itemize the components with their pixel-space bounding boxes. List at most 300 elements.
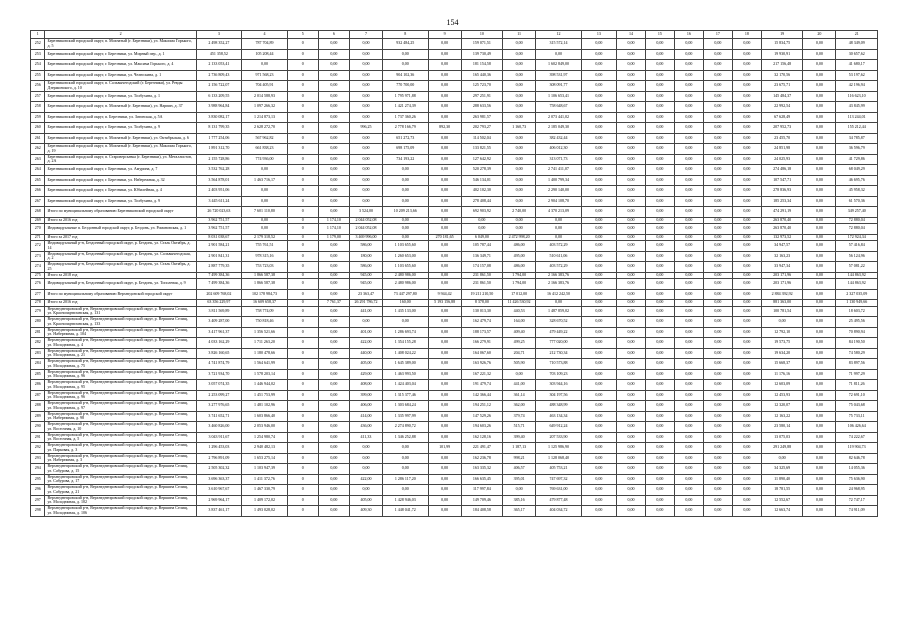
table-row [31, 485, 878, 496]
value-cell: 1 128 068,40 [536, 453, 582, 464]
value-cell: 0,00 [703, 112, 732, 123]
value-cell: 0,00 [703, 39, 732, 50]
value-cell: 0,00 [645, 369, 674, 380]
value-cell: 19 930,91 [761, 49, 802, 60]
value-cell: 0,00 [674, 348, 703, 359]
value-cell: 125 723,70 [461, 81, 502, 92]
value-cell: 0,00 [581, 112, 616, 123]
value-cell: 3 277 976,65 [196, 401, 242, 412]
value-cell: 1 356 521,66 [242, 327, 288, 338]
value-cell: 0,00 [732, 251, 761, 262]
value-cell: 0,00 [703, 272, 732, 279]
value-cell: 0,00 [503, 224, 536, 235]
value-cell: 72 880,04 [836, 217, 878, 224]
value-cell: 409,40 [503, 327, 536, 338]
value-cell: 0,00 [616, 289, 645, 300]
value-cell: 33 947,34 [761, 262, 802, 273]
value-cell: 16 609 658,37 [242, 300, 288, 307]
value-cell: 74 580,29 [836, 348, 878, 359]
value-cell: 0,00 [428, 262, 461, 273]
value-cell: 0,00 [674, 217, 703, 224]
value-cell: 0,00 [581, 39, 616, 50]
value-cell: 0,00 [645, 133, 674, 144]
value-cell: 451 358,52 [196, 49, 242, 60]
row-number-cell: 291 [31, 432, 45, 443]
value-cell: 422,00 [349, 474, 382, 485]
value-cell: 0,00 [318, 81, 349, 92]
value-cell: 0,00 [616, 224, 645, 235]
value-cell: 0,00 [581, 443, 616, 454]
value-cell: 0,00 [645, 217, 674, 224]
value-cell: 0,00 [645, 306, 674, 317]
row-number-cell: 284 [31, 359, 45, 370]
value-cell: 0,00 [616, 317, 645, 328]
value-cell: 0,00 [803, 175, 836, 186]
value-cell: 0,00 [349, 144, 382, 155]
row-number-cell: 280 [31, 317, 45, 328]
value-cell: 0,00 [703, 474, 732, 485]
value-cell: 1 564 641,99 [242, 359, 288, 370]
value-cell: 0 [287, 217, 318, 224]
value-cell: 12 552,67 [761, 495, 802, 506]
value-cell: 0 [287, 154, 318, 165]
value-cell: 945,00 [349, 279, 382, 290]
value-cell: 488 348,99 [536, 401, 582, 412]
value-cell: 1 777 254,06 [196, 133, 242, 144]
value-cell: 1 180 478,66 [242, 348, 288, 359]
row-number-cell: 275 [31, 272, 45, 279]
value-cell: 0,00 [349, 165, 382, 176]
value-cell: 0,00 [581, 196, 616, 207]
value-cell: 0,00 [703, 49, 732, 60]
value-cell: 308 091,77 [536, 81, 582, 92]
value-cell: 0,00 [318, 272, 349, 279]
value-cell: 7 499 384,36 [196, 279, 242, 290]
value-cell: 0,00 [318, 348, 349, 359]
value-cell: 45 958,32 [836, 186, 878, 197]
value-cell: 0,00 [581, 317, 616, 328]
value-cell: 297 251,91 [461, 91, 502, 102]
value-cell: 0,00 [428, 348, 461, 359]
value-cell: 0,00 [461, 217, 502, 224]
value-cell: 0,00 [674, 91, 703, 102]
value-cell: 0,00 [703, 207, 732, 218]
value-cell: 0,00 [803, 464, 836, 475]
value-cell: 0,00 [674, 60, 703, 71]
value-cell: 0,00 [318, 443, 349, 454]
value-cell: 0,00 [732, 91, 761, 102]
table-row [31, 401, 878, 412]
value-cell: 0,00 [803, 39, 836, 50]
value-cell: 0,00 [349, 133, 382, 144]
address-cell: Верхнеднепровский р-н, Верхнеднепровский городской округ, р. Вершина Селищ, ул. Сабурова, д. 15 [45, 464, 196, 475]
value-cell: 12 163,22 [761, 411, 802, 422]
row-number-cell: 289 [31, 411, 45, 422]
value-cell: 185 253,34 [761, 196, 802, 207]
value-cell: 41 680,17 [836, 60, 878, 71]
row-number-cell: 298 [31, 506, 45, 517]
value-cell: 1 354 155,28 [383, 338, 429, 349]
table-row [31, 453, 878, 464]
value-cell: 0,00 [428, 411, 461, 422]
address-cell: Итого за 2016 год [45, 217, 196, 224]
value-cell: 0,00 [616, 196, 645, 207]
value-cell: 0 [287, 81, 318, 92]
address-cell: Березниковский городской округ, г. Березники, ул. Амурина, д. 7 [45, 165, 196, 176]
address-cell: Верхнеднепровский р-н, Верхнеднепровский городской округ, р. Вершина Селищ, ул. Сабурова, д. 21 [45, 485, 196, 496]
value-cell: 0,00 [803, 411, 836, 422]
value-cell: 3 460 826,00 [196, 422, 242, 433]
value-cell: 0,00 [461, 224, 502, 235]
value-cell: 3 696 363,37 [196, 474, 242, 485]
table-row [31, 369, 878, 380]
value-cell: 43 845,99 [836, 102, 878, 113]
value-cell: 0 [287, 411, 318, 422]
value-cell: 0,00 [428, 338, 461, 349]
value-cell: 505,90 [503, 359, 536, 370]
value-cell: 3 417 961,37 [196, 327, 242, 338]
value-cell: 0,00 [703, 262, 732, 273]
column-number-8: 8 [383, 31, 429, 39]
value-cell: 0,00 [536, 234, 582, 241]
value-cell: 0,00 [732, 453, 761, 464]
value-cell: 107 547,71 [761, 175, 802, 186]
value-cell: 0,00 [318, 495, 349, 506]
value-cell: 0,00 [645, 251, 674, 262]
value-cell: 0,00 [428, 380, 461, 391]
table-row [31, 262, 878, 273]
value-cell: 181 154,58 [461, 60, 502, 71]
value-cell: 0,00 [645, 432, 674, 443]
value-cell: 7 499 384,36 [196, 272, 242, 279]
value-cell: 0,00 [581, 91, 616, 102]
value-cell: 0,00 [616, 422, 645, 433]
value-cell: 119 904,73 [836, 443, 878, 454]
value-cell: 0,00 [732, 506, 761, 517]
value-cell: 479 877,48 [536, 495, 582, 506]
row-number-cell: 287 [31, 390, 45, 401]
value-cell: 1 435 133,00 [383, 306, 429, 317]
value-cell: 0,00 [645, 234, 674, 241]
table-row [31, 359, 878, 370]
value-cell: 315 572,14 [536, 39, 582, 50]
value-cell: 0,00 [674, 338, 703, 349]
value-cell: 145 484,37 [761, 91, 802, 102]
table-row [31, 279, 878, 290]
value-cell: 84 190,50 [836, 338, 878, 349]
value-cell: 2 155 728,86 [196, 154, 242, 165]
row-number-cell: 276 [31, 279, 45, 290]
value-cell: 291 249,88 [761, 443, 802, 454]
value-cell: 263 870,40 [761, 224, 802, 235]
value-cell: 406,00 [349, 401, 382, 412]
value-cell: 105 208,44 [242, 49, 288, 60]
row-number-cell: 286 [31, 380, 45, 391]
value-cell: 0,00 [581, 144, 616, 155]
value-cell: 74 222,67 [836, 432, 878, 443]
value-cell: 0,00 [383, 443, 429, 454]
value-cell: 0,00 [616, 251, 645, 262]
value-cell: 166 635,45 [461, 474, 502, 485]
table-row [31, 338, 878, 349]
value-cell: 2 133 053,41 [196, 60, 242, 71]
row-number-cell: 283 [31, 348, 45, 359]
table-row [31, 289, 878, 300]
value-cell: 1 303 684,24 [383, 401, 429, 412]
value-cell: 2 884 392,92 [761, 289, 802, 300]
value-cell: 0,00 [318, 165, 349, 176]
value-cell: 68 049,29 [836, 165, 878, 176]
value-cell: 3 057 074,35 [196, 380, 242, 391]
value-cell: 399,00 [349, 390, 382, 401]
value-cell: 0,00 [581, 369, 616, 380]
value-cell: 0,00 [318, 70, 349, 81]
row-number-cell: 262 [31, 144, 45, 155]
value-cell: 70 890,94 [836, 327, 878, 338]
value-cell: 0,00 [703, 175, 732, 186]
value-cell: 127 642,92 [461, 154, 502, 165]
value-cell: 0,00 [383, 175, 429, 186]
value-cell: 0,00 [674, 464, 703, 475]
value-cell: 0,00 [732, 217, 761, 224]
value-cell: 495,00 [503, 251, 536, 262]
value-cell: 4 033 162,29 [196, 338, 242, 349]
value-cell: 0 [287, 338, 318, 349]
value-cell: 382 432,44 [536, 133, 582, 144]
value-cell: 0 [287, 401, 318, 412]
value-cell: 34 325,69 [761, 464, 802, 475]
row-number-cell: 288 [31, 401, 45, 412]
column-number-row [31, 31, 878, 39]
value-cell: 0,00 [503, 196, 536, 207]
value-cell: 1 315 377,46 [383, 390, 429, 401]
value-cell: 0,00 [645, 317, 674, 328]
value-cell: 30 657,62 [836, 49, 878, 60]
value-cell: 0,00 [581, 175, 616, 186]
value-cell: 133 821,55 [461, 144, 502, 155]
value-cell: 0,00 [732, 207, 761, 218]
value-cell: 0,00 [616, 443, 645, 454]
value-cell: 0,00 [645, 49, 674, 60]
value-cell: 3 837 461,17 [196, 506, 242, 517]
value-cell: 0,00 [242, 196, 288, 207]
value-cell: 231 861,50 [461, 279, 502, 290]
value-cell: 1 737 360,26 [383, 112, 429, 123]
value-cell: 0,00 [703, 390, 732, 401]
address-cell: Верхнеднепровский р-н, Верхнеднепровский городской округ, р. Вершина Селищ, ул. Молодежная, д. 97 [45, 401, 196, 412]
value-cell: 0,00 [318, 102, 349, 113]
value-cell: 0,00 [581, 401, 616, 412]
value-cell: 474 291,19 [761, 207, 802, 218]
value-cell: 0,00 [242, 165, 288, 176]
table-row [31, 70, 878, 81]
value-cell: 0,00 [503, 70, 536, 81]
value-cell: 6 133 209,55 [196, 91, 242, 102]
value-cell: 405,00 [349, 359, 382, 370]
value-cell: 0,00 [674, 306, 703, 317]
value-cell: 1 794,00 [503, 272, 536, 279]
address-cell: Березниковский городской округ, г. Березники, ул. Толбухина, д. 9 [45, 196, 196, 207]
value-cell: 0,00 [703, 251, 732, 262]
value-cell: 0,00 [803, 91, 836, 102]
row-number-cell: 266 [31, 186, 45, 197]
value-cell: 165 440,36 [461, 70, 502, 81]
value-cell: 0,00 [581, 422, 616, 433]
value-cell: 2 253 099,27 [196, 390, 242, 401]
value-cell: 0,00 [732, 289, 761, 300]
row-number-cell: 274 [31, 262, 45, 273]
address-cell: Верхнеднепровский р-н, Верхнеднепровский городской округ, р. Вершина Селищ, ул. Молодежная, д. 4 [45, 338, 196, 349]
address-cell: Верхнеднепровский р-н, Верхнеднепровский городской округ, р. Вершина Селищ, ул. Краснопартизанская, д. 131 [45, 306, 196, 317]
value-cell: 1 103 655,60 [383, 262, 429, 273]
value-cell: 0,00 [318, 144, 349, 155]
address-cell: Верхнеднепровский р-н, Верхнеднепровский городской округ, р. Вершина Селищ, ул. Набережная, д. 98 [45, 411, 196, 422]
value-cell: 399,40 [503, 432, 536, 443]
table-row [31, 317, 878, 328]
table-row [31, 432, 878, 443]
value-cell: 3 988 964,84 [196, 102, 242, 113]
value-cell: 1 451 753,99 [242, 390, 288, 401]
value-cell: 3 826 160,65 [196, 348, 242, 359]
value-cell: 0,00 [616, 327, 645, 338]
value-cell: 0 [287, 390, 318, 401]
value-cell: 0,00 [349, 154, 382, 165]
value-cell: 0,00 [349, 91, 382, 102]
value-cell: 75 733,11 [836, 411, 878, 422]
value-cell: 23 455,70 [761, 133, 802, 144]
value-cell: 3 532 762,28 [196, 165, 242, 176]
value-cell: 1 254 980,74 [242, 432, 288, 443]
value-cell: 0 [287, 474, 318, 485]
value-cell: 649 912,24 [536, 422, 582, 433]
value-cell: 1 578 203,14 [242, 369, 288, 380]
value-cell: 0,00 [349, 49, 382, 60]
value-cell: 1 467 330,79 [242, 485, 288, 496]
value-cell: 155 212,44 [836, 123, 878, 134]
value-cell: 546 134,01 [461, 175, 502, 186]
value-cell: 0,00 [803, 390, 836, 401]
table-row [31, 81, 878, 92]
value-cell: 0,00 [645, 112, 674, 123]
value-cell: 0,00 [503, 165, 536, 176]
table-row [31, 411, 878, 422]
address-cell: Верхнеднепровский р-н, Верхнеднепровский городской округ, р. Вершина Селищ, ул. Восточная, д. 5 [45, 432, 196, 443]
table-row [31, 133, 878, 144]
value-cell: 0,00 [703, 317, 732, 328]
value-cell: 149 709,46 [461, 495, 502, 506]
value-cell: 1 446 944,02 [242, 380, 288, 391]
value-cell: 1 097 266,32 [242, 102, 288, 113]
value-cell: 0,00 [428, 401, 461, 412]
value-cell: 703 109,23 [536, 369, 582, 380]
value-cell: 692 903,92 [461, 207, 502, 218]
value-cell: 0 [287, 453, 318, 464]
value-cell: 101,99 [428, 443, 461, 454]
row-number-cell: 290 [31, 422, 45, 433]
value-cell: 0,00 [318, 289, 349, 300]
value-cell: 1 866 587,38 [242, 279, 288, 290]
value-cell: 0,00 [581, 453, 616, 464]
table-row [31, 60, 878, 71]
value-cell: 520 278,39 [461, 165, 502, 176]
value-cell: 2 480 986,00 [383, 279, 429, 290]
value-cell: 787 704,89 [242, 39, 288, 50]
value-cell: 0 [287, 112, 318, 123]
value-cell: 0,00 [803, 154, 836, 165]
address-cell: Итого по муниципальному образованию Березниковский городской округ [45, 207, 196, 218]
table-row [31, 390, 878, 401]
value-cell: 19 634,20 [761, 348, 802, 359]
value-cell: 486,00 [503, 262, 536, 273]
value-cell: 0,00 [318, 60, 349, 71]
value-cell: 0,00 [674, 165, 703, 176]
value-cell: 0,00 [674, 186, 703, 197]
value-cell: 0,00 [803, 102, 836, 113]
value-cell: 1 286 693,74 [383, 327, 429, 338]
value-cell: 758 648,67 [536, 102, 582, 113]
value-cell: 14 055,36 [836, 464, 878, 475]
value-cell: 1 795 971,88 [383, 91, 429, 102]
value-cell: 72 880,04 [836, 224, 878, 235]
value-cell: 586,00 [349, 241, 382, 252]
value-cell: 274 486,18 [761, 165, 802, 176]
value-cell: 1 214 873,13 [242, 112, 288, 123]
row-number-cell: 267 [31, 196, 45, 207]
value-cell: 0,00 [732, 49, 761, 60]
value-cell: 0,00 [803, 186, 836, 197]
value-cell: 440,53 [503, 306, 536, 317]
value-cell: 0,00 [674, 369, 703, 380]
value-cell: 0,00 [703, 196, 732, 207]
value-cell: 0,00 [242, 186, 288, 197]
value-cell: 1 794,00 [503, 279, 536, 290]
value-cell: 2 778 166,79 [383, 123, 429, 134]
value-cell: 0,00 [703, 234, 732, 241]
value-cell: 403 572,29 [536, 262, 582, 273]
value-cell: 0,00 [616, 175, 645, 186]
value-cell: 0,00 [428, 422, 461, 433]
value-cell: 0 [287, 300, 318, 307]
value-cell: 0,00 [616, 279, 645, 290]
value-cell: 23 580,14 [761, 422, 802, 433]
value-cell: 0,00 [645, 102, 674, 113]
value-cell: 0,00 [349, 81, 382, 92]
value-cell: 0,00 [383, 60, 429, 71]
value-cell: 0,00 [318, 506, 349, 517]
value-cell: 1 603 866,40 [242, 411, 288, 422]
value-cell: 0,00 [581, 234, 616, 241]
value-cell: 263 870,40 [761, 217, 802, 224]
row-number-cell: 279 [31, 306, 45, 317]
value-cell: 0,00 [674, 453, 703, 464]
value-cell: 2 185 049,30 [536, 123, 582, 134]
row-number-cell: 277 [31, 289, 45, 300]
value-cell: 0,00 [349, 485, 382, 496]
value-cell: 0,00 [674, 317, 703, 328]
value-cell: 0,00 [803, 165, 836, 176]
column-number-21: 21 [836, 31, 878, 39]
value-cell: 3 043 911,67 [196, 432, 242, 443]
value-cell: 0,00 [732, 338, 761, 349]
value-cell: 7 601 110,80 [242, 207, 288, 218]
value-cell: 0 [287, 306, 318, 317]
value-cell: 1 711 263,20 [242, 338, 288, 349]
value-cell: 0,00 [703, 485, 732, 496]
value-cell: 996,25 [349, 123, 382, 134]
value-cell: 1 493 028,02 [242, 506, 288, 517]
value-cell: 1 346 252,88 [383, 432, 429, 443]
value-cell: 3 564 878,01 [196, 175, 242, 186]
